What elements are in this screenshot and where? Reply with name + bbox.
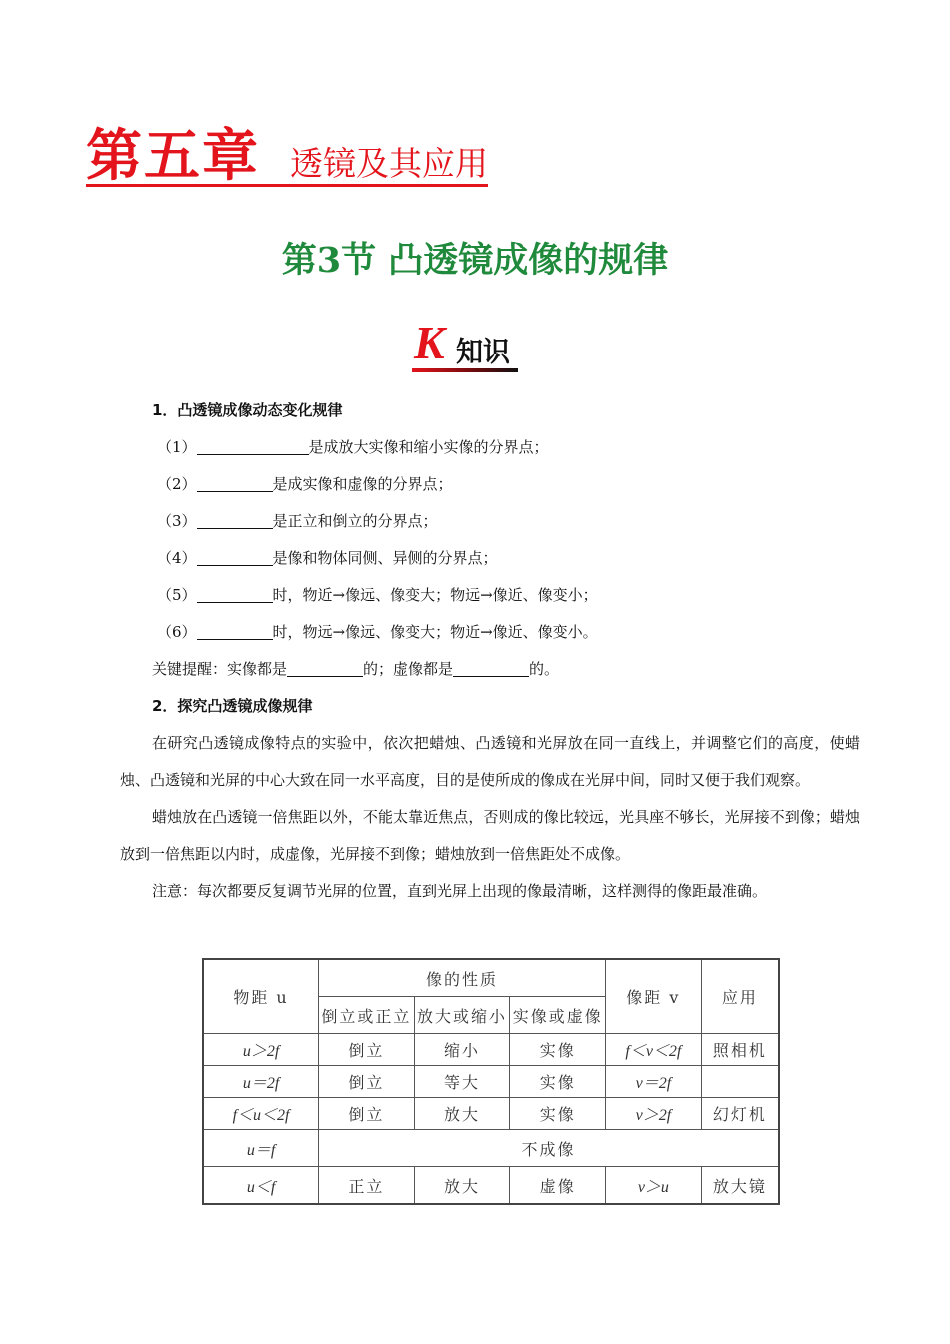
chapter-number: 第五章	[86, 123, 260, 189]
paragraph: 注意：每次都要反复调节光屏的位置，直到光屏上出现的像最清晰，这样测得的像距最准确。	[152, 882, 768, 900]
fill-blank[interactable]	[197, 549, 273, 566]
chapter-name: 透镜及其应用	[290, 144, 488, 183]
content	[120, 392, 860, 910]
table-cell: v＝2f	[606, 1066, 702, 1098]
table-cell: 不成像	[319, 1130, 779, 1167]
fill-blank[interactable]	[287, 660, 363, 677]
badge-underline	[412, 368, 518, 372]
fill-blank[interactable]	[197, 586, 273, 603]
paragraph: 在研究凸透镜成像特点的实验中，依次把蜡烛、凸透镜和光屏放在同一直线上，并调整它们的高度，使蜡烛、凸透镜和光屏的中心大致在同一水平高度，目的是使所成的像成在光屏中间，同时又便于我们观察。	[120, 734, 860, 789]
table-row	[203, 1034, 779, 1066]
table-row	[203, 1098, 779, 1130]
table-row	[203, 1066, 779, 1098]
table-cell: 放大	[414, 1098, 510, 1130]
table-cell: u＝f	[203, 1130, 319, 1167]
header-object-distance: 物距 u	[203, 959, 319, 1034]
imaging-table	[202, 958, 780, 1205]
table-cell: 幻灯机	[701, 1098, 779, 1130]
item-text: 是成实像和虚像的分界点；	[272, 475, 453, 493]
table-header-row	[203, 959, 779, 997]
table-cell: 实像	[510, 1098, 606, 1130]
table-cell: v＞2f	[606, 1098, 702, 1130]
header-application: 应用	[701, 959, 779, 1034]
table-cell: u＜f	[203, 1167, 319, 1205]
table-row	[203, 1167, 779, 1205]
item-label: （5）	[157, 586, 197, 604]
badge-letter: K	[414, 317, 445, 368]
table-cell: 实像	[510, 1034, 606, 1066]
list-item	[120, 503, 860, 540]
table-cell: 倒立	[319, 1066, 415, 1098]
table-cell: f＜v＜2f	[606, 1034, 702, 1066]
table-cell: 正立	[319, 1167, 415, 1205]
table-cell: f＜u＜2f	[203, 1098, 319, 1130]
table-cell: 放大	[414, 1167, 510, 1205]
item-text: 是像和物体同侧、异侧的分界点；	[272, 549, 498, 567]
item-text: 时，物远→像远、像变大；物近→像近、像变小。	[272, 623, 598, 641]
item-text: 是正立和倒立的分界点；	[272, 512, 438, 530]
table-cell	[701, 1066, 779, 1098]
item-label: （4）	[157, 549, 197, 567]
chapter-title	[86, 123, 488, 189]
table-cell: 倒立	[319, 1034, 415, 1066]
item-text: 时，物近→像远、像变大；物远→像近、像变小；	[272, 586, 598, 604]
table-cell: 缩小	[414, 1034, 510, 1066]
reminder	[120, 651, 860, 688]
table-cell: 放大镜	[701, 1167, 779, 1205]
badge-text: 知识	[456, 337, 510, 368]
subheader: 放大或缩小	[414, 997, 510, 1034]
list-item	[120, 577, 860, 614]
fill-blank[interactable]	[197, 438, 309, 455]
table-cell: 实像	[510, 1066, 606, 1098]
table-cell: u＞2f	[203, 1034, 319, 1066]
list-item	[120, 429, 860, 466]
header-image-nature: 像的性质	[319, 959, 606, 997]
paragraph: 蜡烛放在凸透镜一倍焦距以外，不能太靠近焦点，否则成的像比较远，光具座不够长，光屏接不到像；蜡烛放到一倍焦距以内时，成虚像，光屏接不到像；蜡烛放到一倍焦距处不成像。	[120, 808, 860, 863]
reminder-text: 的。	[529, 660, 560, 678]
section-title: 第3节 凸透镜成像的规律	[281, 240, 669, 281]
fill-blank[interactable]	[197, 475, 273, 492]
fill-blank[interactable]	[197, 623, 273, 640]
table-cell: 照相机	[701, 1034, 779, 1066]
item-text: 是成放大实像和缩小实像的分界点；	[308, 438, 549, 456]
heading-1: 1．凸透镜成像动态变化规律	[152, 401, 343, 419]
table-row	[203, 1130, 779, 1167]
fill-blank[interactable]	[197, 512, 273, 529]
list-item	[120, 466, 860, 503]
table-cell: 倒立	[319, 1098, 415, 1130]
reminder-text: 关键提醒：实像都是	[152, 660, 288, 678]
subheader: 倒立或正立	[319, 997, 415, 1034]
list-item	[120, 540, 860, 577]
table-cell: 虚像	[510, 1167, 606, 1205]
knowledge-badge	[412, 317, 518, 372]
list-item	[120, 614, 860, 651]
table-cell: v＞u	[606, 1167, 702, 1205]
heading-2: 2．探究凸透镜成像规律	[152, 697, 313, 715]
item-label: （3）	[157, 512, 197, 530]
item-label: （6）	[157, 623, 197, 641]
fill-blank[interactable]	[453, 660, 529, 677]
item-label: （1）	[157, 438, 197, 456]
table-cell: u＝2f	[203, 1066, 319, 1098]
reminder-text: 的；虚像都是	[363, 660, 454, 678]
item-label: （2）	[157, 475, 197, 493]
subheader: 实像或虚像	[510, 997, 606, 1034]
header-image-distance: 像距 v	[606, 959, 702, 1034]
table-cell: 等大	[414, 1066, 510, 1098]
